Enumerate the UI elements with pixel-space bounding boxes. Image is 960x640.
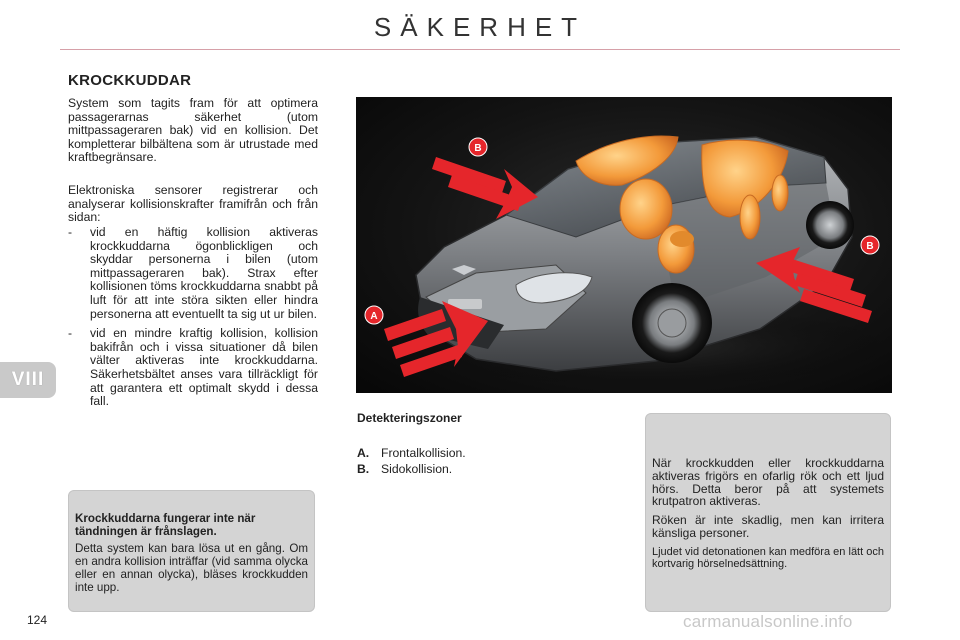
page-number: 124 <box>27 613 48 627</box>
zone-letter: B. <box>357 462 370 476</box>
zone-letter: A. <box>357 446 370 460</box>
zone-item-a <box>357 446 466 460</box>
note-paragraph: När krockkudden eller krockkuddarna aktiveras frigörs en ofarlig rök och ett ljud hörs. Detta beror på att systemets krutpatron aktiveras. <box>652 456 884 509</box>
driver-airbag <box>620 179 672 239</box>
note-paragraph: Ljudet vid detonationen kan medföra en lätt och kortvarig hörselnedsättning. <box>652 545 884 570</box>
list-item-text: vid en mindre kraftig kollision, kollision bakifrån och i vissa situationer då bilen välter aktiveras inte krockkuddarna. Säkerhetsbältet anses vara tillräckligt för att garantera ett optimalt skydd i dessa fall. <box>90 326 318 409</box>
zones-heading: Detekteringszoner <box>357 411 462 425</box>
header-divider <box>60 49 900 50</box>
side-airbag-rear <box>772 175 788 211</box>
zone-text: Sidokollision. <box>381 462 453 476</box>
airbag-illustration <box>356 97 892 393</box>
list-item-text: vid en häftig kollision aktiveras krockkuddarna ögonblickligen och skyddar personerna i bilen (utom mittpassageraren bak). Strax efter kollisionen töms krockkuddarna snabbt på luft för att inte störa sikten eller hindra personerna att eventuellt ta sig ut ur bilen. <box>90 225 318 321</box>
car-airbag-svg <box>356 97 892 393</box>
list-item <box>68 327 318 409</box>
note-paragraph: Röken är inte skadlig, men kan irritera känsliga personer. <box>652 513 884 540</box>
marker-label: B <box>866 241 874 252</box>
chapter-tab[interactable]: VIII <box>0 362 56 398</box>
watermark: carmanualsonline.info <box>683 612 853 631</box>
marker-b-right <box>861 236 879 254</box>
marker-a <box>365 306 383 324</box>
knee-airbag <box>670 231 694 247</box>
note-body: Detta system kan bara lösa ut en gång. Om en andra kollision inträffar (vid samma olycka eller en annan olycka), bläses krockkudden inte upp. <box>75 542 308 594</box>
zone-text: Frontalkollision. <box>381 446 466 460</box>
section-heading: KROCKKUDDAR <box>68 72 192 89</box>
page-title: SÄKERHET <box>373 12 587 42</box>
list-item <box>68 226 318 321</box>
list-dash: - <box>68 225 73 239</box>
marker-label: B <box>474 143 482 154</box>
zone-item-b <box>357 462 452 476</box>
intro-paragraph: System som tagits fram för att optimera passagerarnas säkerhet (utom mittpassageraren bak) vid en kollision. Det kompletterar bilbältena som är utrustade med kraftbegränsare. <box>68 96 318 165</box>
list-dash: - <box>68 326 73 341</box>
sensors-paragraph: Elektroniska sensorer registrerar och analyserar kollisionskrafter framifrån och från sidan: <box>68 183 318 225</box>
smoke-note-box <box>645 413 891 612</box>
ignition-note-box <box>68 490 315 612</box>
rear-wheel <box>806 201 854 249</box>
marker-b-top <box>469 138 487 156</box>
side-airbag <box>740 195 760 239</box>
collision-list <box>68 226 318 415</box>
marker-label: A <box>370 311 378 322</box>
note-title: Krockkuddarna fungerar inte när tändningen är frånslagen. <box>75 512 256 538</box>
front-wheel-hub <box>658 309 686 337</box>
